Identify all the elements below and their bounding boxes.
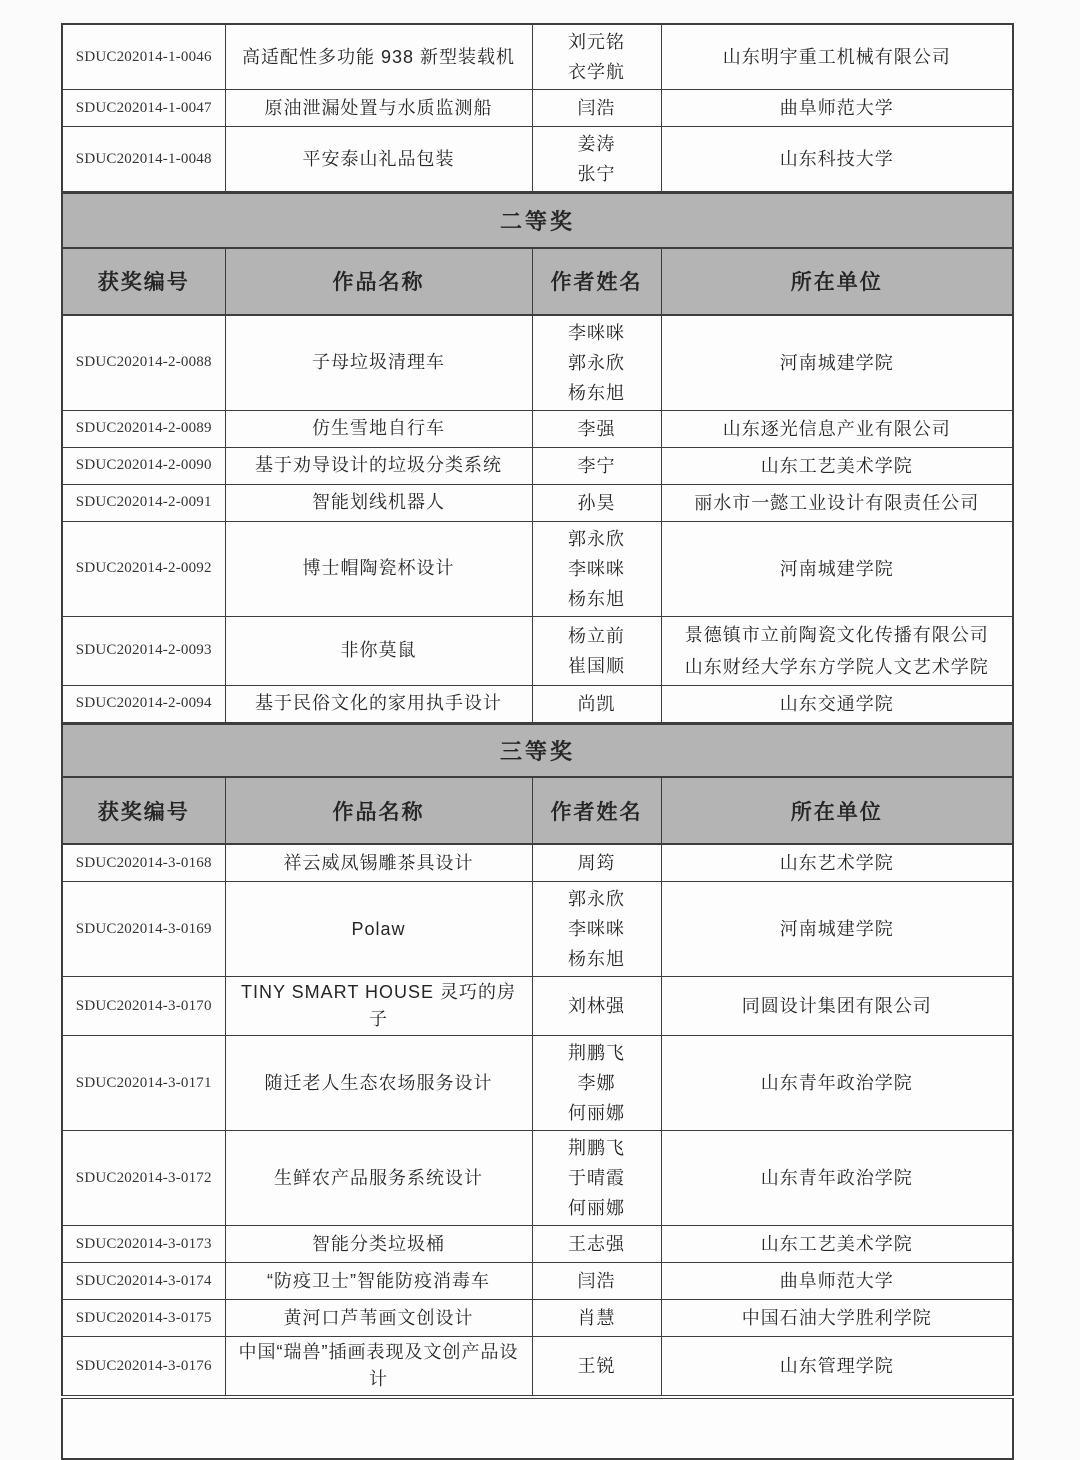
table-row [62,1337,1013,1398]
unit-name: 山东工艺美术学院 [760,455,913,476]
unit-name: 山东青年政治学院 [760,1073,913,1093]
work-title: 黄河口芦苇画文创设计 [225,1300,532,1337]
award-id: SDUC202014-2-0088 [62,315,225,411]
award-id: SDUC202014-2-0090 [62,447,225,484]
table-row [62,484,1013,521]
unit-name: 河南城建学院 [779,919,894,939]
authors-cell [532,844,661,882]
unit-cell [661,882,1013,977]
header-row [62,777,1013,844]
unit-name: 景德镇市立前陶瓷文化传播有限公司 [684,624,989,645]
author-name: 李咪咪 [568,919,625,939]
table-row [62,315,1013,411]
author-name: 张宁 [577,164,616,184]
award-id: SDUC202014-1-0047 [62,90,225,127]
author-name: 闫浩 [577,98,616,118]
author-name: 刘元铭 [568,32,625,52]
author-name: 姜涛 [577,134,616,154]
work-title: “防疫卫士”智能防疫消毒车 [225,1263,532,1300]
award-id: SDUC202014-1-0048 [62,127,225,193]
col-header-work-title: 作品名称 [225,777,532,844]
work-title: 非你莫鼠 [225,616,532,685]
table-row [62,410,1013,447]
author-name: 衣学航 [568,62,625,82]
award-list-document [61,23,1014,1460]
work-title: 子母垃圾清理车 [225,315,532,411]
unit-name: 曲阜师范大学 [779,98,894,118]
table-row [62,1226,1013,1263]
unit-cell [661,410,1013,447]
work-title: 智能分类垃圾桶 [225,1226,532,1263]
work-title: 随迁老人生态农场服务设计 [225,1036,532,1131]
table-row [62,977,1013,1036]
author-name: 杨东旭 [568,949,625,969]
authors-cell [532,1337,661,1398]
unit-cell [661,685,1013,723]
author-name: 荆鹏飞 [568,1138,625,1158]
table-row [62,24,1013,90]
unit-name: 山东工艺美术学院 [760,1234,913,1254]
table-row [62,521,1013,616]
table-row [62,1036,1013,1131]
unit-name: 山东管理学院 [779,1356,894,1376]
authors-cell [532,127,661,193]
unit-cell [661,977,1013,1036]
unit-cell [661,1131,1013,1226]
author-name: 尚凯 [577,693,616,714]
author-name: 郭永欣 [568,889,625,909]
table-row [62,844,1013,882]
table-row [62,882,1013,977]
table-row [62,1300,1013,1337]
award-id: SDUC202014-3-0173 [62,1226,225,1263]
header-row [62,248,1013,315]
unit-name: 山东艺术学院 [779,853,894,873]
work-title: 高适配性多功能 938 新型装载机 [225,24,532,90]
author-name: 李强 [577,418,616,439]
work-title: 原油泄漏处置与水质监测船 [225,90,532,127]
author-name: 李娜 [577,1073,616,1093]
unit-name: 山东逐光信息产业有限公司 [722,418,951,439]
table-row [62,1263,1013,1300]
work-title: 生鲜农产品服务系统设计 [225,1131,532,1226]
award-id: SDUC202014-3-0170 [62,977,225,1036]
author-name: 崔国顺 [568,655,625,676]
author-name: 闫浩 [577,1271,616,1291]
work-title: 中国“瑞兽”插画表现及文创产品设计 [225,1337,532,1398]
unit-name: 山东明宇重工机械有限公司 [722,47,951,67]
unit-cell [661,1337,1013,1398]
author-name: 刘林强 [568,996,625,1016]
col-header-authors: 作者姓名 [532,777,661,844]
authors-cell [532,315,661,411]
unit-name: 河南城建学院 [779,352,894,373]
table-row [62,127,1013,193]
col-header-award-id: 获奖编号 [62,248,225,315]
col-header-work-title: 作品名称 [225,248,532,315]
unit-cell [661,1300,1013,1337]
prize-band-second: 二等奖 [62,193,1013,248]
prize-band-row [62,193,1013,248]
award-id: SDUC202014-3-0169 [62,882,225,977]
award-id: SDUC202014-2-0094 [62,685,225,723]
work-title: 基于民俗文化的家用执手设计 [225,685,532,723]
work-title: 智能划线机器人 [225,484,532,521]
authors-cell [532,1300,661,1337]
author-name: 荆鹏飞 [568,1043,625,1063]
author-name: 郭永欣 [568,528,625,549]
unit-name: 山东财经大学东方学院人文艺术学院 [684,656,989,677]
unit-name: 曲阜师范大学 [779,1271,894,1291]
col-header-unit: 所在单位 [661,777,1013,844]
author-name: 杨立前 [568,625,625,646]
author-name: 李咪咪 [568,558,625,579]
work-title: TINY SMART HOUSE 灵巧的房子 [225,977,532,1036]
work-title: 博士帽陶瓷杯设计 [225,521,532,616]
author-name: 杨东旭 [568,588,625,609]
authors-cell [532,24,661,90]
authors-cell [532,1131,661,1226]
authors-cell [532,484,661,521]
unit-name: 中国石油大学胜利学院 [741,1308,932,1328]
award-id: SDUC202014-2-0091 [62,484,225,521]
author-name: 何丽娜 [568,1198,625,1218]
authors-cell [532,410,661,447]
award-id: SDUC202014-2-0089 [62,410,225,447]
author-name: 于晴霞 [568,1168,625,1188]
table-row [62,90,1013,127]
work-title: Polaw [225,882,532,977]
authors-cell [532,1226,661,1263]
unit-name: 丽水市一懿工业设计有限责任公司 [694,492,980,513]
authors-cell [532,882,661,977]
authors-cell [532,977,661,1036]
empty-row [62,1397,1013,1459]
authors-cell [532,521,661,616]
prize-band-third: 三等奖 [62,723,1013,777]
award-id: SDUC202014-2-0092 [62,521,225,616]
authors-cell [532,616,661,685]
unit-cell [661,315,1013,411]
unit-name: 山东青年政治学院 [760,1168,913,1188]
unit-cell [661,1036,1013,1131]
unit-name: 山东交通学院 [779,693,894,714]
table-row [62,685,1013,723]
author-name: 王锐 [577,1356,616,1376]
author-name: 李咪咪 [568,322,625,343]
unit-cell [661,447,1013,484]
unit-cell [661,616,1013,685]
unit-cell [661,1226,1013,1263]
work-title: 仿生雪地自行车 [225,410,532,447]
table-row [62,616,1013,685]
work-title: 基于劝导设计的垃圾分类系统 [225,447,532,484]
col-header-award-id: 获奖编号 [62,777,225,844]
author-name: 周筠 [577,853,616,873]
awards-table [61,23,1014,1460]
author-name: 杨东旭 [568,382,625,403]
author-name: 肖慧 [577,1308,616,1328]
unit-cell [661,484,1013,521]
unit-name: 山东科技大学 [779,149,894,169]
unit-cell [661,90,1013,127]
unit-cell [661,844,1013,882]
award-id: SDUC202014-3-0175 [62,1300,225,1337]
author-name: 李宁 [577,455,616,476]
award-id: SDUC202014-3-0171 [62,1036,225,1131]
award-id: SDUC202014-1-0046 [62,24,225,90]
award-id: SDUC202014-2-0093 [62,616,225,685]
table-row [62,1131,1013,1226]
col-header-authors: 作者姓名 [532,248,661,315]
authors-cell [532,1263,661,1300]
award-id: SDUC202014-3-0174 [62,1263,225,1300]
unit-name: 河南城建学院 [779,558,894,579]
prize-band-row [62,723,1013,777]
author-name: 郭永欣 [568,352,625,373]
award-id: SDUC202014-3-0176 [62,1337,225,1398]
table-row [62,447,1013,484]
authors-cell [532,90,661,127]
work-title: 平安泰山礼品包装 [225,127,532,193]
unit-cell [661,24,1013,90]
author-name: 孙昊 [577,492,616,513]
empty-row-cell [62,1397,1013,1459]
col-header-unit: 所在单位 [661,248,1013,315]
authors-cell [532,447,661,484]
work-title: 祥云威凤锡雕茶具设计 [225,844,532,882]
award-id: SDUC202014-3-0172 [62,1131,225,1226]
author-name: 王志强 [568,1234,625,1254]
author-name: 何丽娜 [568,1103,625,1123]
award-id: SDUC202014-3-0168 [62,844,225,882]
authors-cell [532,1036,661,1131]
unit-cell [661,521,1013,616]
authors-cell [532,685,661,723]
unit-cell [661,1263,1013,1300]
unit-name: 同圆设计集团有限公司 [741,996,932,1016]
unit-cell [661,127,1013,193]
